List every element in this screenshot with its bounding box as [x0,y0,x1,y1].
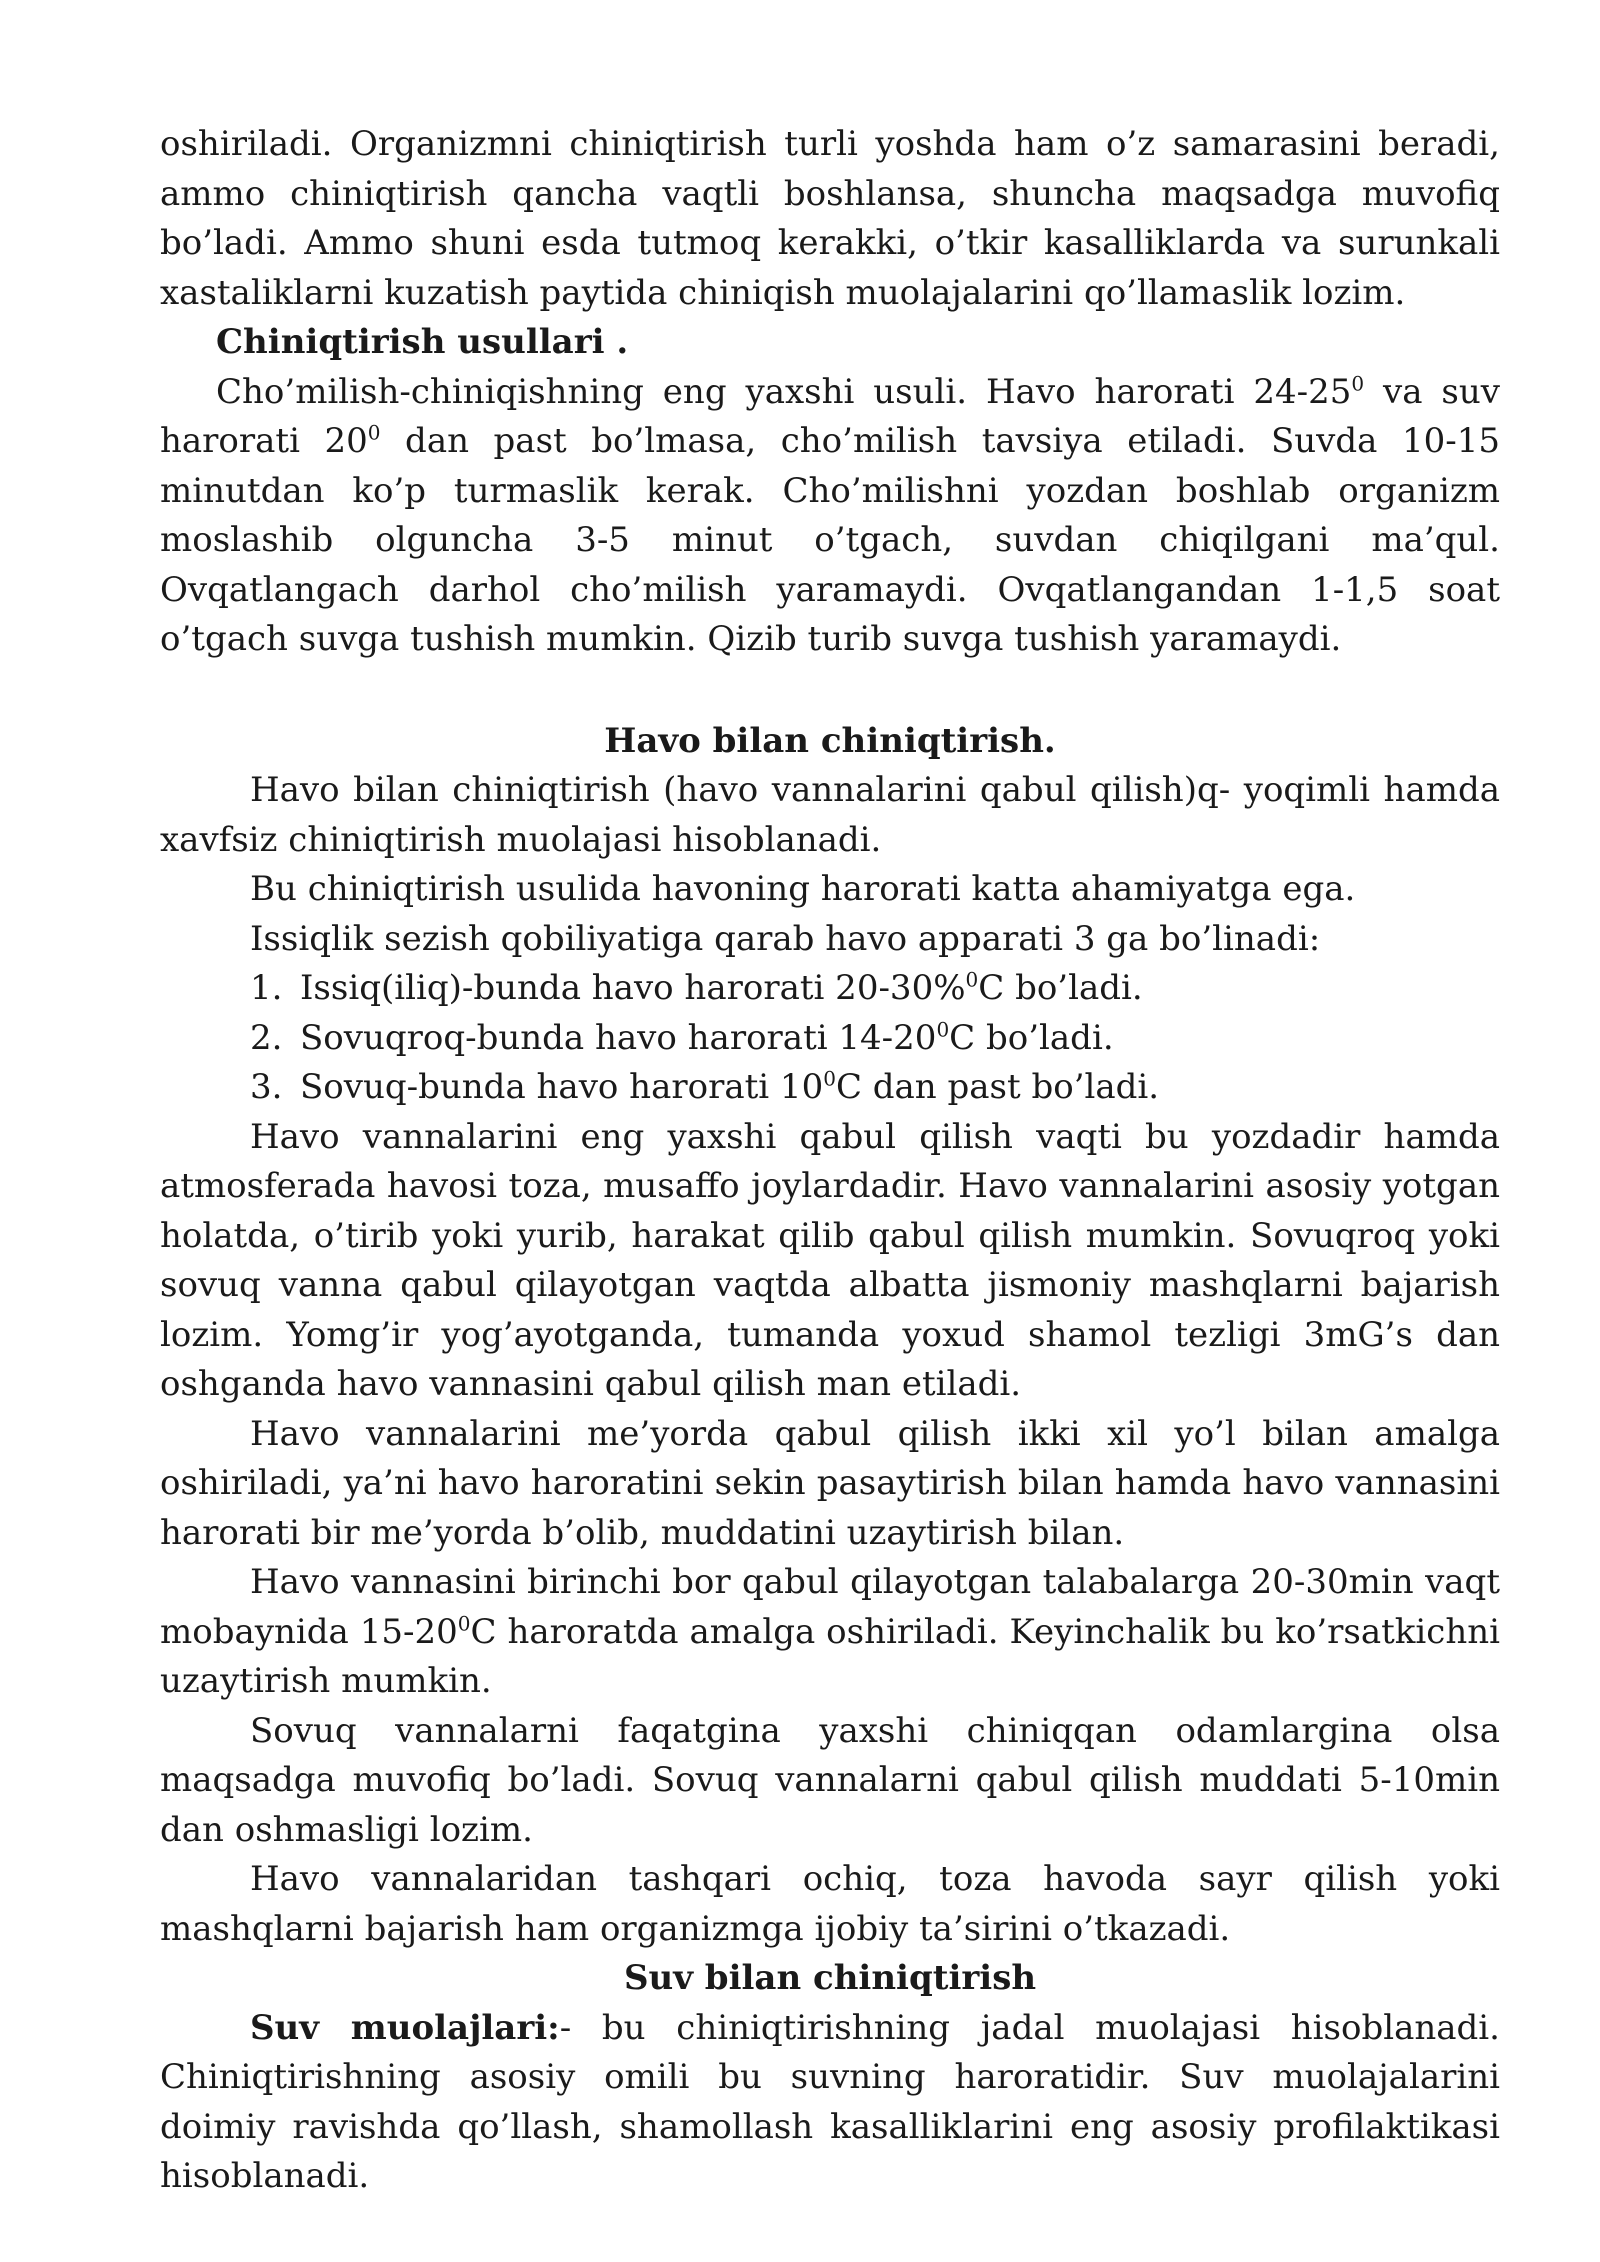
text-run: Havo vannasini birinchi bor qabul qilayotgan talabalarga 20-30min vaqt mobaynida 15-20 [160,1562,1500,1652]
text-run: C haroratda amalga oshiriladi. Keyinchalik bu ko’rsatkichni uzaytirish mumkin. [160,1611,1500,1701]
degree-superscript: 0 [936,1017,950,1042]
degree-superscript: 0 [457,1611,471,1636]
paragraph-air-baths-first [160,1558,1500,1707]
paragraph-bathing [160,368,1500,665]
paragraph-air-types: Issiqlik sezish qobiliyatiga qarab havo apparati 3 ga bo’linadi: [250,918,1321,959]
paragraph-air-baths-time: Havo vannalarini eng yaxshi qabul qilish vaqti bu yozdadir hamda atmosferada havosi toza, musaffo joylardadir. Havo vannalarini asosiy yotgan holatda, o’tirib yoki yurib, harakat qilib qabul qilish mumkin. Sovuqroq yoki sovuq vanna qabul qilayotgan vaqtda albatta jismoniy mashqlarni bajarish lozim. Yomg’ir yog’ayotganda, tumanda yoxud shamol tezligi 3mG’s dan oshganda havo vannasini qabul qilish man etiladi. [160,1116,1500,1404]
paragraph-water-procedures [160,2004,1500,2202]
list-item [160,1014,1500,1064]
list-text: Issiq(iliq)-bunda havo harorati 20-30%$^0$C bo’ladi. [300,967,1143,1008]
degree-superscript: 0 [367,420,381,445]
section-heading-water: Suv bilan chiniqtirish [623,1958,1037,1998]
section-heading-air: Havo bilan chiniqtirish. [604,720,1056,761]
text-run: dan past bo’lmasa, cho’milish tavsiya etiladi. Suvda 10-15 minutdan ko’p turmaslik kerak. Cho’milishni yozdan boshlab organizm moslashib olguncha 3-5 minut o’tgach, suvdan chiqilgani ma’qul. Ovqatlangach darhol cho’milish yaramaydi. Ovqatlangandan 1-1,5 soat o’tgach suvga tushish mumkin. Qizib turib suvga tushish yaramaydi. [160,421,1500,659]
paragraph-air-baths-dosing: Havo vannalarini me’yorda qabul qilish ikki xil yo’l bilan amalga oshiriladi, ya’ni havo haroratini sekin pasaytirish bilan hamda havo vannasini harorati bir me’yorda b’olib, muddatini uzaytirish bilan. [160,1413,1500,1553]
list-item [160,1063,1500,1113]
paragraph-air-intro: Havo bilan chiniqtirish (havo vannalarini qabul qilish)q- yoqimli hamda xavfsiz chiniqtirish muolajasi hisoblanadi. [160,770,1500,860]
air-types-list [160,964,1500,1113]
bold-term: Suv muolajlari: [250,2007,560,2048]
list-number: 1. [250,968,283,1008]
degree-superscript: 0 [1351,371,1365,396]
text-run: va suv harorati 20 [160,371,1500,461]
spacer [160,665,1500,717]
degree-superscript: 0 [823,1066,836,1091]
list-number: 2. [250,1017,283,1058]
list-number: 3. [250,1067,283,1107]
text-run: Cho’milish-chiniqishning eng yaxshi usuli. Havo harorati 24-25 [216,371,1352,412]
paragraph-intro: oshiriladi. Organizmni chiniqtirish turli yoshda ham o’z samarasini beradi, ammo chiniqtirish qancha vaqtli boshlansa, shuncha maqsadga muvofiq bo’ladi. Ammo shuni esda tutmoq kerakki, o’tkir kasalliklarda va surunkali xastaliklarni kuzatish paytida chiniqish muolajalarini qo’llamaslik lozim. [160,124,1500,313]
text-run: - bu chiniqtirishning jadal muolajasi hisoblanadi. Chiniqtirishning asosiy omili bu suvning haroratidir. Suv muolajalarini doimiy ravishda qo’llash, shamollash kasalliklarini eng asosiy profilaktikasi hisoblanadi. [160,2007,1500,2196]
paragraph-cold-baths: Sovuq vannalarni faqatgina yaxshi chiniqqan odamlargina olsa maqsadga muvofiq bo’ladi. Sovuq vannalarni qabul qilish muddati 5-10min dan oshmasligi lozim. [160,1710,1500,1850]
paragraph-air-temperature: Bu chiniqtirish usulida havoning harorati katta ahamiyatga ega. [250,869,1356,909]
paragraph-outdoor-walk: Havo vannalaridan tashqari ochiq, toza havoda sayr qilish yoki mashqlarni bajarish ham organizmga ijobiy ta’sirini o’tkazadi. [160,1859,1500,1949]
degree-superscript: 0 [965,967,979,992]
list-item [160,964,1500,1014]
list-text: Sovuq-bunda havo harorati $10^0C$ dan past bo’ladi. [300,1066,1160,1107]
section-heading-methods: Chiniqtirish usullari . [216,322,629,362]
list-text: Sovuqroq-bunda havo harorati $14-20^0C$ bo’ladi. [300,1017,1114,1058]
